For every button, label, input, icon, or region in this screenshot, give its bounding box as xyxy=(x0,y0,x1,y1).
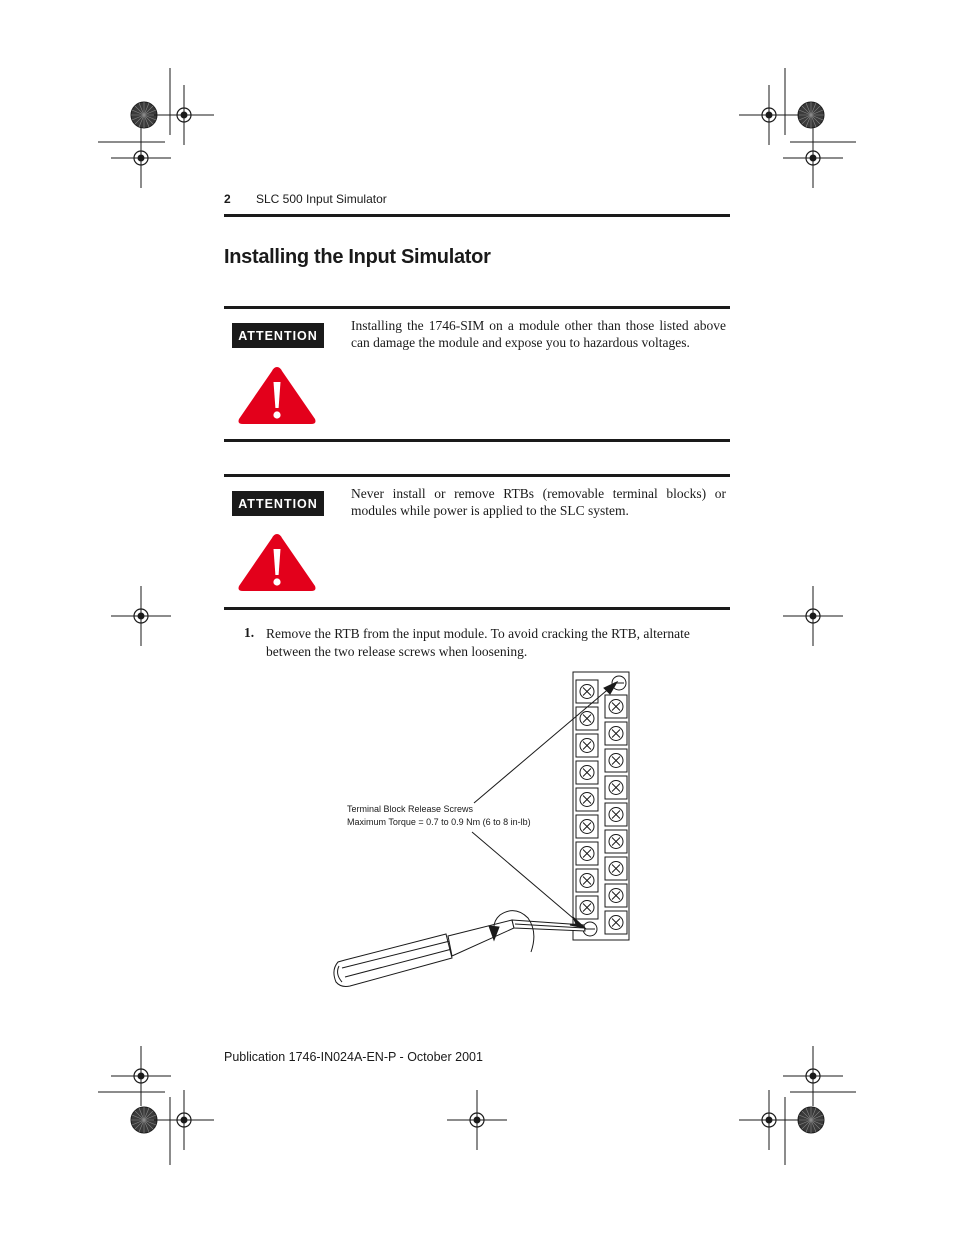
publication-footer: Publication 1746-IN024A-EN-P - October 2001 xyxy=(224,1050,483,1064)
callout-line-2: Maximum Torque = 0.7 to 0.9 Nm (6 to 8 in-lb) xyxy=(347,817,531,827)
step-1-text: Remove the RTB from the input module. To avoid cracking the RTB, alternate between the two release screws when loosening. xyxy=(266,626,690,659)
callout-line-1: Terminal Block Release Screws xyxy=(347,804,474,814)
header-rule xyxy=(224,214,730,217)
attention-1-text: Installing the 1746-SIM on a module other than those listed above can damage the module and expose you to hazardous voltages. xyxy=(351,318,726,350)
attention-2-text: Never install or remove RTBs (removable terminal blocks) or modules while power is applied to the SLC system. xyxy=(351,486,726,518)
attention-2-bottom-rule xyxy=(224,607,730,610)
terminal-block-figure xyxy=(320,670,640,995)
step-1-number: 1. xyxy=(244,625,255,640)
attention-1-top-rule xyxy=(224,306,730,309)
attention-2-badge: ATTENTION xyxy=(232,491,324,516)
screwdriver-icon xyxy=(334,920,585,987)
running-header-title: SLC 500 Input Simulator xyxy=(256,192,387,206)
warning-triangle-icon xyxy=(236,364,318,426)
attention-2-top-rule xyxy=(224,474,730,477)
attention-1-badge: ATTENTION xyxy=(232,323,324,348)
rotation-arrow-icon xyxy=(489,911,534,952)
page-number: 2 xyxy=(224,192,231,206)
figure-callout xyxy=(347,803,531,829)
section-heading: Installing the Input Simulator xyxy=(224,246,491,268)
attention-1-bottom-rule xyxy=(224,439,730,442)
warning-triangle-icon xyxy=(236,531,318,593)
